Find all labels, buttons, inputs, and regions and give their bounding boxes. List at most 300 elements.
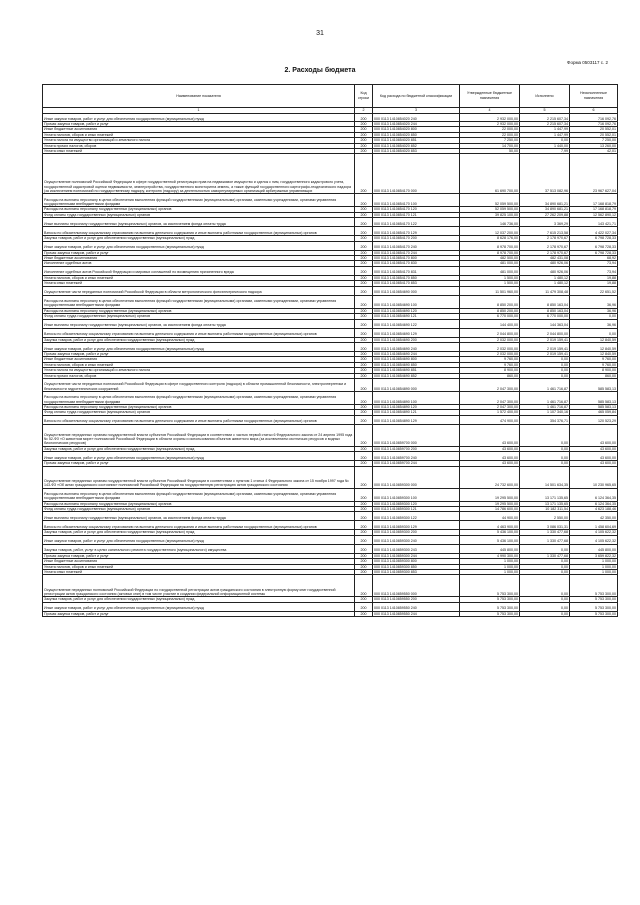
row-name-cell: Расходы на выплаты персоналу государственных (муниципальных) органов bbox=[43, 501, 355, 506]
table-row bbox=[43, 154, 618, 194]
row-budget-code-cell: 000 0113 1410854690 800 bbox=[373, 357, 460, 362]
row-budget-code-cell: 000 0113 1410859550 240 bbox=[373, 602, 460, 611]
row-line-code-cell: 200 bbox=[355, 314, 373, 319]
row-executed-cell: 1 330 477,68 bbox=[520, 535, 570, 544]
row-unexecuted-cell: 36,96 bbox=[570, 319, 618, 328]
row-unexecuted-cell: 8 900,00 bbox=[570, 368, 618, 373]
row-approved-cell: 5 753 300,00 bbox=[460, 602, 520, 611]
row-executed-cell: 13 171 135,65 bbox=[520, 488, 570, 501]
row-executed-cell: 0,00 bbox=[520, 544, 570, 553]
row-unexecuted-cell: 1 000,00 bbox=[570, 570, 618, 575]
column-number: 1 bbox=[43, 108, 355, 114]
row-line-code-cell: 200 bbox=[355, 521, 373, 530]
row-budget-code-cell: 000 0113 1410854170 121 bbox=[373, 212, 460, 217]
column-header-executed: Исполнено bbox=[520, 85, 570, 108]
row-name-cell: Прочая закупка товаров, работ и услуг bbox=[43, 250, 355, 255]
row-line-code-cell: 200 bbox=[355, 342, 373, 351]
row-approved-cell: 5 753 300,00 bbox=[460, 575, 520, 597]
row-line-code-cell: 200 bbox=[355, 138, 373, 143]
row-name-cell: Фонд оплаты труда государственных (муниципальных) органов bbox=[43, 506, 355, 511]
row-executed-cell: 7,99 bbox=[520, 149, 570, 154]
row-unexecuted-cell: 19,88 bbox=[570, 275, 618, 280]
row-executed-cell: 8 850 163,04 bbox=[520, 308, 570, 313]
row-unexecuted-cell: 10 230 965,65 bbox=[570, 466, 618, 488]
row-budget-code-cell: 000 0113 1410854690 850 bbox=[373, 362, 460, 367]
row-line-code-cell: 200 bbox=[355, 410, 373, 415]
row-executed-cell: 0,00 bbox=[520, 575, 570, 597]
row-approved-cell: 2 047 300,00 bbox=[460, 404, 520, 409]
row-executed-cell: 1 461 716,87 bbox=[520, 391, 570, 404]
row-executed-cell: 0,00 bbox=[520, 424, 570, 446]
row-budget-code-cell: 000 0113 1410854690 200 bbox=[373, 337, 460, 342]
row-line-code-cell: 200 bbox=[355, 362, 373, 367]
row-budget-code-cell: 000 0113 1410854690 120 bbox=[373, 308, 460, 313]
row-unexecuted-cell: 20 552,01 bbox=[570, 132, 618, 137]
row-approved-cell: 8 978 700,00 bbox=[460, 250, 520, 255]
row-budget-code-cell: 000 0113 1410854170 200 bbox=[373, 236, 460, 241]
row-name-cell: Уплата налогов, сборов и иных платежей bbox=[43, 362, 355, 367]
row-name-cell: Иные бюджетные ассигнования bbox=[43, 127, 355, 132]
row-executed-cell: 144 363,04 bbox=[520, 319, 570, 328]
row-approved-cell: 481 000,00 bbox=[460, 266, 520, 275]
row-approved-cell: 144 400,00 bbox=[460, 319, 520, 328]
row-budget-code-cell: 000 0113 1410859300 129 bbox=[373, 521, 460, 530]
row-name-cell: Уплата иных платежей bbox=[43, 281, 355, 286]
row-unexecuted-cell: 1 000,00 bbox=[570, 559, 618, 564]
row-budget-code-cell: 000 0113 1410854890 129 bbox=[373, 415, 460, 424]
row-unexecuted-cell: 120 523,29 bbox=[570, 415, 618, 424]
table-row bbox=[43, 319, 618, 328]
row-budget-code-cell: 000 0113 1410859300 853 bbox=[373, 570, 460, 575]
row-executed-cell: 0,00 bbox=[520, 357, 570, 362]
row-name-cell: Уплата налогов, сборов и иных платежей bbox=[43, 275, 355, 280]
row-approved-cell: 5 753 300,00 bbox=[460, 611, 520, 616]
row-unexecuted-cell: 4 105 622,32 bbox=[570, 530, 618, 535]
row-approved-cell: 1 572 400,00 bbox=[460, 410, 520, 415]
row-unexecuted-cell: 4 422 027,34 bbox=[570, 227, 618, 236]
row-line-code-cell: 200 bbox=[355, 501, 373, 506]
row-executed-cell: 0,00 bbox=[520, 611, 570, 616]
row-executed-cell: 2 019 159,41 bbox=[520, 351, 570, 356]
table-row bbox=[43, 328, 618, 337]
row-budget-code-cell: 000 0113 1410854690 121 bbox=[373, 314, 460, 319]
row-budget-code-cell: 000 0113 1410859300 122 bbox=[373, 512, 460, 521]
row-line-code-cell: 200 bbox=[355, 564, 373, 569]
table-row bbox=[43, 452, 618, 461]
row-name-cell: Расходы на выплаты персоналу в целях обеспечения выполнения функций государственными (муниципальными) органами, казенными учреждениями, органами управления государственными внебюджетными фондами bbox=[43, 295, 355, 308]
row-budget-code-cell: 000 0113 1410854690 100 bbox=[373, 295, 460, 308]
row-executed-cell: 37 513 082,96 bbox=[520, 154, 570, 194]
row-unexecuted-cell: 43 600,00 bbox=[570, 452, 618, 461]
table-row bbox=[43, 521, 618, 530]
row-line-code-cell: 200 bbox=[355, 266, 373, 275]
row-name-cell: Уплата иных платежей bbox=[43, 570, 355, 575]
row-budget-code-cell: 000 0113 1410859300 120 bbox=[373, 501, 460, 506]
row-approved-cell: 5 753 300,00 bbox=[460, 597, 520, 602]
row-unexecuted-cell: 0,00 bbox=[570, 328, 618, 337]
row-unexecuted-cell: 585 583,13 bbox=[570, 391, 618, 404]
row-budget-code-cell: 000 0113 1410854170 100 bbox=[373, 194, 460, 207]
row-unexecuted-cell: 73,94 bbox=[570, 261, 618, 266]
table-row bbox=[43, 194, 618, 207]
table-row bbox=[43, 391, 618, 404]
row-unexecuted-cell: 5 753 300,00 bbox=[570, 575, 618, 597]
row-approved-cell: 8 978 700,00 bbox=[460, 241, 520, 250]
row-budget-code-cell: 000 0113 1410859700 000 bbox=[373, 424, 460, 446]
row-budget-code-cell: 000 0113 1410854690 240 bbox=[373, 342, 460, 351]
row-budget-code-cell: 000 0113 1410859700 240 bbox=[373, 452, 460, 461]
row-line-code-cell: 200 bbox=[355, 143, 373, 148]
row-budget-code-cell: 000 0113 1410854690 852 bbox=[373, 373, 460, 378]
row-executed-cell: 0,00 bbox=[520, 597, 570, 602]
row-executed-cell: 0,00 bbox=[520, 373, 570, 378]
row-name-cell: Исполнение судебных актов bbox=[43, 261, 355, 266]
row-name-cell: Фонд оплаты труда государственных (муниципальных) органов bbox=[43, 212, 355, 217]
row-line-code-cell: 200 bbox=[355, 286, 373, 295]
row-line-code-cell: 200 bbox=[355, 114, 373, 122]
table-row bbox=[43, 544, 618, 553]
row-line-code-cell: 200 bbox=[355, 295, 373, 308]
row-unexecuted-cell: 23 967 627,04 bbox=[570, 154, 618, 194]
row-unexecuted-cell: 12 562 890,12 bbox=[570, 212, 618, 217]
row-line-code-cell: 200 bbox=[355, 357, 373, 362]
row-executed-cell: 2 178 970,67 bbox=[520, 250, 570, 255]
row-budget-code-cell: 000 0113 1410859700 244 bbox=[373, 461, 460, 466]
row-approved-cell: 44 900,00 bbox=[460, 512, 520, 521]
table-header-row bbox=[43, 85, 618, 108]
row-unexecuted-cell: 465 059,84 bbox=[570, 410, 618, 415]
row-line-code-cell: 200 bbox=[355, 194, 373, 207]
row-name-cell: Расходы на выплаты персоналу в целях обеспечения выполнения функций государственными (муниципальными) органами, казенными учреждениями, органами управления государственными внебюджетными фондами bbox=[43, 194, 355, 207]
row-line-code-cell: 200 bbox=[355, 149, 373, 154]
row-unexecuted-cell: 0,00 bbox=[570, 314, 618, 319]
row-approved-cell: 2 032 000,00 bbox=[460, 342, 520, 351]
row-unexecuted-cell: 5 753 300,00 bbox=[570, 611, 618, 616]
row-unexecuted-cell: 36,96 bbox=[570, 295, 618, 308]
row-budget-code-cell: 000 0113 1410854890 120 bbox=[373, 404, 460, 409]
form-code: Форма 0503117 с. 2 bbox=[567, 60, 608, 65]
row-unexecuted-cell: 6 124 364,35 bbox=[570, 501, 618, 506]
row-line-code-cell: 200 bbox=[355, 132, 373, 137]
row-budget-code-cell: 000 0113 1410854690 851 bbox=[373, 368, 460, 373]
row-executed-cell: 1 330 477,68 bbox=[520, 553, 570, 558]
row-line-code-cell: 200 bbox=[355, 512, 373, 521]
row-line-code-cell: 200 bbox=[355, 227, 373, 236]
row-line-code-cell: 200 bbox=[355, 575, 373, 597]
row-name-cell: Иные закупки товаров, работ и услуг для обеспечения государственных (муниципальных) нужд bbox=[43, 241, 355, 250]
row-name-cell: Иные закупки товаров, работ и услуг для обеспечения государственных (муниципальных) нужд bbox=[43, 535, 355, 544]
row-line-code-cell: 200 bbox=[355, 207, 373, 212]
row-executed-cell: 7 615 213,58 bbox=[520, 227, 570, 236]
row-name-cell: Иные выплаты персоналу государственных (муниципальных) органов, за исключением фонда оплаты труда bbox=[43, 319, 355, 328]
row-executed-cell: 2 215 607,34 bbox=[520, 114, 570, 122]
row-executed-cell: 3 086 031,31 bbox=[520, 521, 570, 530]
row-budget-code-cell: 000 0113 1410854890 100 bbox=[373, 391, 460, 404]
row-executed-cell: 27 262 209,88 bbox=[520, 212, 570, 217]
row-unexecuted-cell: 6 798 728,33 bbox=[570, 250, 618, 255]
row-unexecuted-cell: 9 760,00 bbox=[570, 357, 618, 362]
row-executed-cell: 0,00 bbox=[520, 602, 570, 611]
row-executed-cell: 482 431,08 bbox=[520, 256, 570, 261]
row-budget-code-cell: 000 0113 1410854170 244 bbox=[373, 250, 460, 255]
row-line-code-cell: 200 bbox=[355, 378, 373, 391]
row-budget-code-cell: 000 0113 1410854890 121 bbox=[373, 410, 460, 415]
row-executed-cell: 0,00 bbox=[520, 452, 570, 461]
row-name-cell: Закупка товаров, работ и услуг для обеспечения государственных (муниципальных) нужд bbox=[43, 236, 355, 241]
row-executed-cell: 1 480,12 bbox=[520, 275, 570, 280]
row-executed-cell: 34 890 681,21 bbox=[520, 207, 570, 212]
row-budget-code-cell: 000 0113 1410854020 851 bbox=[373, 138, 460, 143]
row-approved-cell: 8 850 200,00 bbox=[460, 308, 520, 313]
row-line-code-cell: 200 bbox=[355, 570, 373, 575]
row-line-code-cell: 200 bbox=[355, 218, 373, 227]
row-unexecuted-cell: 1 000,00 bbox=[570, 564, 618, 569]
row-name-cell: Уплата налога на имущество организаций и земельного налога bbox=[43, 368, 355, 373]
row-name-cell: Иные бюджетные ассигнования bbox=[43, 256, 355, 261]
table-row bbox=[43, 227, 618, 236]
row-name-cell: Уплата прочих налогов, сборов bbox=[43, 373, 355, 378]
row-budget-code-cell: 000 0113 1410854170 850 bbox=[373, 275, 460, 280]
row-executed-cell: 13 171 135,65 bbox=[520, 501, 570, 506]
row-line-code-cell: 200 bbox=[355, 241, 373, 250]
row-executed-cell: 0,00 bbox=[520, 138, 570, 143]
row-name-cell: Иные закупки товаров, работ и услуг для обеспечения государственных (муниципальных) нужд bbox=[43, 342, 355, 351]
row-approved-cell: 481 000,00 bbox=[460, 261, 520, 266]
row-line-code-cell: 200 bbox=[355, 351, 373, 356]
row-approved-cell: 50,00 bbox=[460, 149, 520, 154]
row-budget-code-cell: 000 0113 1410859300 243 bbox=[373, 544, 460, 553]
row-line-code-cell: 200 bbox=[355, 461, 373, 466]
row-approved-cell: 474 900,00 bbox=[460, 415, 520, 424]
row-name-cell: Прочая закупка товаров, работ и услуг bbox=[43, 611, 355, 616]
row-unexecuted-cell: 12 840,59 bbox=[570, 337, 618, 342]
row-approved-cell: 9 760,00 bbox=[460, 357, 520, 362]
row-unexecuted-cell: 43 600,00 bbox=[570, 446, 618, 451]
row-approved-cell: 52 059 500,00 bbox=[460, 207, 520, 212]
row-approved-cell: 22 000,00 bbox=[460, 127, 520, 132]
row-executed-cell: 0,00 bbox=[520, 368, 570, 373]
row-line-code-cell: 200 bbox=[355, 602, 373, 611]
row-unexecuted-cell: 19,88 bbox=[570, 281, 618, 286]
row-approved-cell: 19 295 500,00 bbox=[460, 501, 520, 506]
section-title: 2. Расходы бюджета bbox=[284, 67, 356, 74]
column-number: 2 bbox=[355, 108, 373, 114]
row-budget-code-cell: 000 0113 1410854020 800 bbox=[373, 127, 460, 132]
row-name-cell: Уплата иных платежей bbox=[43, 149, 355, 154]
row-unexecuted-cell: 6 124 364,35 bbox=[570, 488, 618, 501]
table-body bbox=[43, 114, 618, 617]
table-row bbox=[43, 218, 618, 227]
row-executed-cell: 1 447,99 bbox=[520, 132, 570, 137]
row-name-cell: Взносы по обязательному социальному страхованию на выплаты денежного содержания и иные выплаты работникам государственных (муниципальных) органов bbox=[43, 227, 355, 236]
row-approved-cell: 5 436 100,00 bbox=[460, 535, 520, 544]
row-name-cell: Расходы на выплаты персоналу государственных (муниципальных) органов bbox=[43, 207, 355, 212]
row-executed-cell: 2 044 800,00 bbox=[520, 328, 570, 337]
row-approved-cell: 22 000,00 bbox=[460, 132, 520, 137]
row-approved-cell: 2 032 000,00 bbox=[460, 351, 520, 356]
row-line-code-cell: 200 bbox=[355, 446, 373, 451]
row-name-cell: Расходы на выплаты персоналу государственных (муниципальных) органов bbox=[43, 404, 355, 409]
row-approved-cell: 8 900,00 bbox=[460, 368, 520, 373]
row-approved-cell: 860,00 bbox=[460, 373, 520, 378]
row-line-code-cell: 200 bbox=[355, 424, 373, 446]
row-name-cell: Уплата налога на имущество организаций и земельного налога bbox=[43, 138, 355, 143]
row-unexecuted-cell: 7 250,00 bbox=[570, 138, 618, 143]
row-executed-cell: 3 369,29 bbox=[520, 218, 570, 227]
row-executed-cell: 1 447,99 bbox=[520, 127, 570, 132]
row-name-cell: Осуществление переданных полномочий Российской Федерации по государственной регистрации актов гражданского состояния в электронную форму книг государственной регистрации актов гражданского состояния (актовых книг) в том числе участие в создании федеральной информационной системы bbox=[43, 575, 355, 597]
column-number: 5 bbox=[520, 108, 570, 114]
row-approved-cell: 6 770 000,00 bbox=[460, 314, 520, 319]
row-budget-code-cell: 000 0113 1410859300 850 bbox=[373, 564, 460, 569]
row-unexecuted-cell: 143 421,71 bbox=[570, 218, 618, 227]
row-approved-cell: 2 047 300,00 bbox=[460, 391, 520, 404]
row-approved-cell: 4 990 300,00 bbox=[460, 553, 520, 558]
row-unexecuted-cell: 4 105 622,32 bbox=[570, 535, 618, 544]
expenses-table-container bbox=[42, 84, 617, 617]
row-name-cell: Иные бюджетные ассигнования bbox=[43, 357, 355, 362]
row-budget-code-cell: 000 0113 1410859300 100 bbox=[373, 488, 460, 501]
row-budget-code-cell: 000 0113 1410854170 120 bbox=[373, 207, 460, 212]
row-approved-cell: 39 825 100,00 bbox=[460, 212, 520, 217]
row-name-cell: Прочая закупка товаров, работ и услуг bbox=[43, 122, 355, 127]
row-executed-cell: 2 550,00 bbox=[520, 512, 570, 521]
row-budget-code-cell: 000 0113 1410859300 800 bbox=[373, 559, 460, 564]
row-name-cell: Закупка товаров, работ и услуг для обеспечения государственных (муниципальных) нужд bbox=[43, 446, 355, 451]
row-name-cell: Фонд оплаты труда государственных (муниципальных) органов bbox=[43, 410, 355, 415]
row-line-code-cell: 200 bbox=[355, 530, 373, 535]
row-name-cell: Расходы на выплаты персоналу в целях обеспечения выполнения функций государственными (муниципальными) органами, казенными учреждениями, органами управления государственными внебюджетными фондами bbox=[43, 391, 355, 404]
row-executed-cell: 480 926,06 bbox=[520, 261, 570, 266]
row-approved-cell: 8 628 176,00 bbox=[460, 236, 520, 241]
row-unexecuted-cell: 585 583,13 bbox=[570, 404, 618, 409]
table-row bbox=[43, 512, 618, 521]
row-unexecuted-cell: 73,94 bbox=[570, 266, 618, 275]
table-row bbox=[43, 488, 618, 501]
row-unexecuted-cell: 42 350,00 bbox=[570, 512, 618, 521]
row-line-code-cell: 200 bbox=[355, 452, 373, 461]
row-unexecuted-cell: 1 458 604,69 bbox=[570, 521, 618, 530]
row-name-cell: Закупка товаров, работ и услуг для обеспечения государственных (муниципальных) нужд bbox=[43, 337, 355, 342]
table-row bbox=[43, 575, 618, 597]
table-row bbox=[43, 241, 618, 250]
table-row bbox=[43, 535, 618, 544]
row-executed-cell: 1 440,00 bbox=[520, 143, 570, 148]
row-budget-code-cell: 000 0113 1410854890 000 bbox=[373, 378, 460, 391]
row-budget-code-cell: 000 0113 1410859700 200 bbox=[373, 446, 460, 451]
row-name-cell: Осуществление полномочий Российской Федерации в сфере государственной регистрации прав на недвижимое имущество и сделок с ним, государственного кадастрового учета, государственной кадастровой оценки недвижимости, землеустройства, государственного мониторинга земель, а также функций государственного картографо-геодезического надзора (за исключением полномочий по государственному надзору, контролю (надзору) за деятельностью саморегулируемых организаций арбитражных управляющих bbox=[43, 154, 355, 194]
row-name-cell: Прочая закупка товаров, работ и услуг bbox=[43, 461, 355, 466]
table-row bbox=[43, 378, 618, 391]
row-name-cell: Расходы на выплаты персоналу государственных (муниципальных) органов bbox=[43, 308, 355, 313]
row-budget-code-cell: 000 0113 1410859550 244 bbox=[373, 611, 460, 616]
row-unexecuted-cell: 68,92 bbox=[570, 256, 618, 261]
row-name-cell: Расходы на выплаты персоналу в целях обеспечения выполнения функций государственными (муниципальными) органами, казенными учреждениями, органами управления государственными внебюджетными фондами bbox=[43, 488, 355, 501]
row-approved-cell: 43 600,00 bbox=[460, 461, 520, 466]
row-approved-cell: 61 690 700,00 bbox=[460, 154, 520, 194]
column-header-unexecuted: Неисполненные назначения bbox=[570, 85, 618, 108]
row-executed-cell: 2 178 970,67 bbox=[520, 241, 570, 250]
row-name-cell: Взносы по обязательному социальному страхованию на выплаты денежного содержания и иные выплаты работникам государственных (муниципальных) органов bbox=[43, 328, 355, 337]
row-approved-cell: 7 250,00 bbox=[460, 138, 520, 143]
row-executed-cell: 1 107 340,16 bbox=[520, 410, 570, 415]
row-approved-cell: 43 600,00 bbox=[460, 424, 520, 446]
row-unexecuted-cell: 5 753 300,00 bbox=[570, 597, 618, 602]
row-name-cell: Прочая закупка товаров, работ и услуг bbox=[43, 351, 355, 356]
row-name-cell: Фонд оплаты труда государственных (муниципальных) органов bbox=[43, 314, 355, 319]
row-approved-cell: 11 501 960,00 bbox=[460, 286, 520, 295]
row-unexecuted-cell: 42,01 bbox=[570, 149, 618, 154]
row-approved-cell: 1 000,00 bbox=[460, 570, 520, 575]
row-budget-code-cell: 000 0113 1410859550 200 bbox=[373, 597, 460, 602]
table-row bbox=[43, 611, 618, 616]
row-approved-cell: 43 600,00 bbox=[460, 446, 520, 451]
row-unexecuted-cell: 716 092,76 bbox=[570, 122, 618, 127]
row-budget-code-cell: 000 0113 1410859550 000 bbox=[373, 575, 460, 597]
row-budget-code-cell: 000 0113 1410854170 240 bbox=[373, 241, 460, 250]
row-budget-code-cell: 000 0113 1410859300 200 bbox=[373, 530, 460, 535]
row-name-cell: Взносы по обязательному социальному страхованию на выплаты денежного содержания и иные выплаты работникам государственных (муниципальных) органов bbox=[43, 415, 355, 424]
row-name-cell: Иные закупки товаров, работ и услуг для обеспечения государственных (муниципальных) нужд bbox=[43, 452, 355, 461]
row-unexecuted-cell: 585 583,13 bbox=[570, 378, 618, 391]
row-executed-cell: 6 770 000,00 bbox=[520, 314, 570, 319]
row-line-code-cell: 200 bbox=[355, 212, 373, 217]
row-approved-cell: 1 500,00 bbox=[460, 281, 520, 286]
row-executed-cell: 1 461 716,87 bbox=[520, 404, 570, 409]
row-unexecuted-cell: 13 260,00 bbox=[570, 143, 618, 148]
row-name-cell: Осуществление переданных органам государственной власти субъектов Российской Федерации в соответствии с частью первой статьи 6 Федерального закона от 24 апреля 1995 года № 52-ФЗ «О животном мире» полномочий Российской Федерации в области охраны и использования объектов животного мира (за исключением охотничьих ресурсов и водных биологических ресурсов) bbox=[43, 424, 355, 446]
row-approved-cell: 1 000,00 bbox=[460, 559, 520, 564]
column-number: 4 bbox=[460, 108, 520, 114]
table-row bbox=[43, 266, 618, 275]
row-budget-code-cell: 000 0113 1410854170 831 bbox=[373, 266, 460, 275]
page-number: 31 bbox=[316, 30, 324, 37]
row-unexecuted-cell: 12 840,59 bbox=[570, 342, 618, 351]
row-budget-code-cell: 000 0113 1410854020 850 bbox=[373, 132, 460, 137]
row-line-code-cell: 200 bbox=[355, 611, 373, 616]
row-approved-cell: 2 044 800,00 bbox=[460, 328, 520, 337]
row-unexecuted-cell: 6 798 728,33 bbox=[570, 236, 618, 241]
row-line-code-cell: 200 bbox=[355, 368, 373, 373]
row-line-code-cell: 200 bbox=[355, 154, 373, 194]
row-unexecuted-cell: 22 651,52 bbox=[570, 286, 618, 295]
row-unexecuted-cell: 17 168 818,79 bbox=[570, 194, 618, 207]
column-header-line: Код строки bbox=[355, 85, 373, 108]
row-executed-cell: 2 019 159,41 bbox=[520, 337, 570, 342]
row-budget-code-cell: 000 0113 1410859300 240 bbox=[373, 535, 460, 544]
row-line-code-cell: 200 bbox=[355, 308, 373, 313]
row-budget-code-cell: 000 0113 1410854170 800 bbox=[373, 256, 460, 261]
row-line-code-cell: 200 bbox=[355, 122, 373, 127]
row-executed-cell: 34 890 681,21 bbox=[520, 194, 570, 207]
row-approved-cell: 5 436 100,00 bbox=[460, 530, 520, 535]
row-line-code-cell: 200 bbox=[355, 236, 373, 241]
table-row bbox=[43, 466, 618, 488]
row-line-code-cell: 200 bbox=[355, 597, 373, 602]
row-executed-cell: 0,00 bbox=[520, 559, 570, 564]
table-row bbox=[43, 342, 618, 351]
row-line-code-cell: 200 bbox=[355, 281, 373, 286]
row-budget-code-cell: 000 0113 1410854020 852 bbox=[373, 143, 460, 148]
table-row bbox=[43, 286, 618, 295]
row-line-code-cell: 200 bbox=[355, 256, 373, 261]
row-name-cell: Закупка товаров, работ, услуг в целях капитального ремонта государственного (муниципального) имущества bbox=[43, 544, 355, 553]
row-line-code-cell: 200 bbox=[355, 250, 373, 255]
row-name-cell: Иные выплаты персоналу государственных (муниципальных) органов, за исключением фонда оплаты труда bbox=[43, 218, 355, 227]
row-budget-code-cell: 000 0113 1410854020 244 bbox=[373, 122, 460, 127]
row-budget-code-cell: 000 0113 1410854020 853 bbox=[373, 149, 460, 154]
row-approved-cell: 2 932 000,00 bbox=[460, 114, 520, 122]
